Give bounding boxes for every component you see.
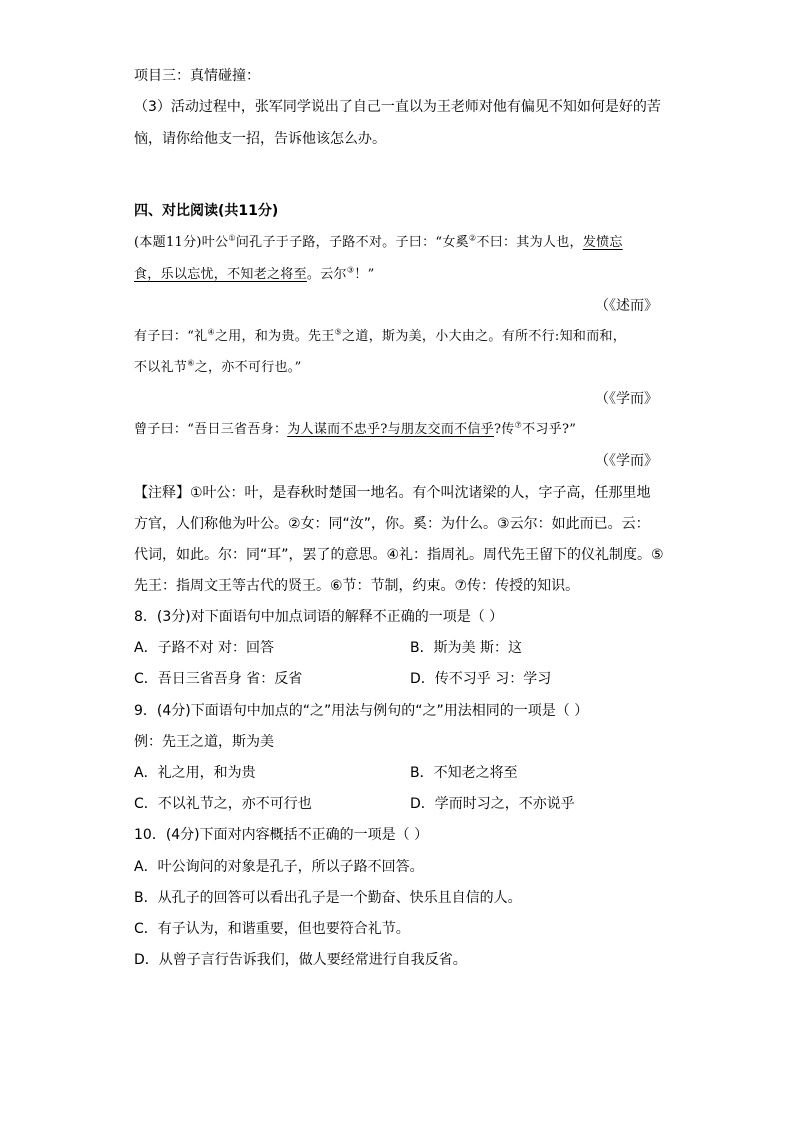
q9-example: 例：先王之道，斯为美 — [134, 734, 274, 750]
passage2-line1: 有子曰：“礼④之用，和为贵。先王⑤之道，斯为美，小大由之。有所不行:知和而和， — [134, 327, 627, 344]
q8-option-c: C．吾日三省吾身 省：反省 — [134, 671, 303, 687]
q9-option-b: B．不知老之将至 — [410, 765, 518, 781]
q8-option-b: B．斯为美 斯：这 — [410, 640, 523, 656]
q9-stem: 9．(4分)下面语句中加点的“之”用法与例句的“之”用法相同的一项是（ ） — [134, 703, 589, 719]
passage2-line2: 不以礼节⑥之，亦不可行也。” — [134, 358, 302, 375]
notes-line3: 代词，如此。尔：同“耳”，罢了的意思。④礼：指周礼。周代先王留下的仪礼制度。⑤ — [134, 547, 664, 563]
q3-line1: （3）活动过程中，张军同学说出了自己一直以为王老师对他有偏见不知如何是好的苦 — [134, 99, 661, 115]
underlined-text: 为人谋而不忠乎?与朋友交而不信乎 — [287, 422, 495, 437]
q9-option-d: D．学而时习之，不亦说乎 — [410, 796, 575, 812]
q9-option-a: A．礼之用，和为贵 — [134, 765, 256, 781]
passage2-source: （《学而》 — [595, 391, 658, 407]
q10-option-b: B．从孔子的回答可以看出孔子是一个勤奋、快乐且自信的人。 — [134, 890, 522, 906]
q10-option-c: C．有子认为，和谐重要，但也要符合礼节。 — [134, 921, 410, 937]
notes-line4: 先王：指周文王等古代的贤王。⑥节：节制，约束。⑦传：传授的知识。 — [134, 578, 580, 594]
q9-option-c: C．不以礼节之，亦不可行也 — [134, 796, 312, 812]
underlined-text: 食，乐以忘忧，不知老之将至 — [134, 267, 307, 282]
underlined-text: 发愤忘 — [582, 235, 623, 250]
section4-heading: 四、对比阅读(共11分) — [134, 203, 279, 219]
passage1-line2: 食，乐以忘忧，不知老之将至。云尔③！” — [134, 265, 375, 282]
notes-line2: 方官，人们称他为叶公。②女：同“汝”，你。奚：为什么。③云尔：如此而已。云： — [134, 516, 650, 532]
q3-line2: 恼，请你给他支一招，告诉他该怎么办。 — [134, 131, 386, 147]
q8-stem: 8．(3分)对下面语句中加点词语的解释不正确的一项是（ ） — [134, 609, 504, 625]
project3-heading: 项目三：真情碰撞： — [134, 68, 260, 84]
q10-option-d: D．从曾子言行告诉我们，做人要经常进行自我反省。 — [134, 952, 467, 968]
passage3-line1: 曾子曰：“吾日三省吾身：为人谋而不忠乎?与朋友交而不信乎?传⑦不习乎?” — [134, 420, 577, 437]
passage3-source: （《学而》 — [595, 453, 658, 469]
q8-option-a: A．子路不对 对：回答 — [134, 640, 275, 656]
passage1-source: （《述而》 — [595, 298, 658, 314]
passage1-line1: (本题11分)叶公①问孔子于子路，子路不对。子曰：“女奚②不曰：其为人也，发愤忘 — [134, 233, 623, 250]
q10-stem: 10．(4分)下面对内容概括不正确的一项是（ ） — [134, 827, 429, 843]
notes-line1: 【注释】①叶公：叶，是春秋时楚国一地名。有个叫沈诸梁的人，字子高，任那里地 — [134, 485, 651, 501]
q10-option-a: A．叶公询问的对象是孔子，所以子路不回答。 — [134, 859, 424, 875]
q8-option-d: D．传不习乎 习：学习 — [410, 671, 552, 687]
